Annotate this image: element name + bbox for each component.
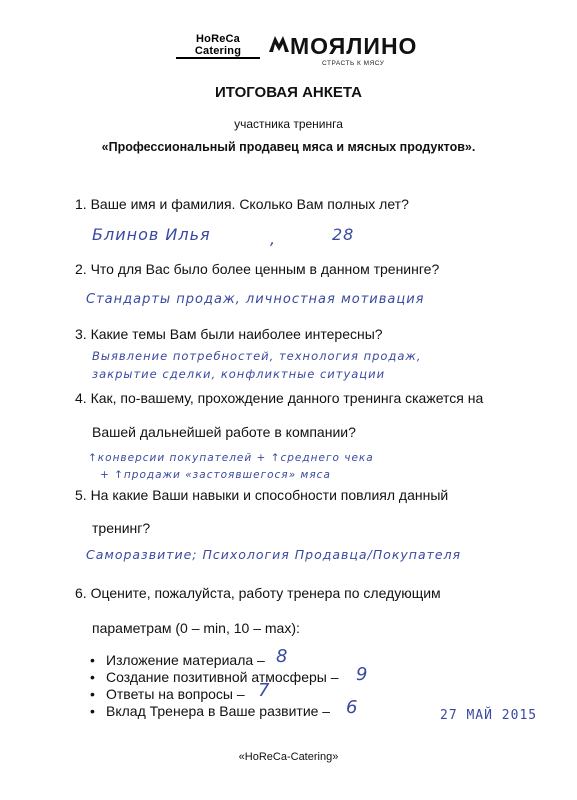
- question-4-line2: Вашей дальнейшей работе в компании?: [92, 424, 356, 440]
- rating-row: [90, 703, 330, 719]
- question-1: 1. Ваше имя и фамилия. Сколько Вам полных лет?: [75, 196, 409, 212]
- horeca-logo-text: HoReCa Catering: [176, 33, 260, 59]
- rating-score: 6: [346, 697, 358, 718]
- question-5-line1: 5. На какие Ваши навыки и способности повлиял данный: [75, 487, 449, 503]
- bullet-icon: •: [90, 686, 95, 702]
- rating-score: 9: [356, 664, 368, 685]
- question-6-line1: 6. Оцените, пожалуйста, работу тренера по следующим: [75, 585, 441, 601]
- rating-row: [90, 669, 339, 685]
- answer-3-line2: закрытие сделки, конфликтные ситуации: [92, 367, 386, 381]
- training-name: «Профессиональный продавец мяса и мясных продуктов».: [101, 140, 476, 154]
- answer-3-line1: Выявление потребностей, технология продаж,: [92, 349, 422, 363]
- moyalino-logo: [266, 30, 416, 70]
- rating-row: [90, 652, 265, 668]
- date-stamp: 27 МАЙ 2015: [440, 708, 538, 723]
- bullet-icon: •: [90, 652, 95, 668]
- moyalino-logo-text: МОЯЛИНО: [290, 33, 418, 59]
- answer-2: Стандарты продаж, личностная мотивация: [86, 292, 425, 307]
- question-2: 2. Что для Вас было более ценным в данном тренинге?: [75, 261, 440, 277]
- moyalino-emblem-icon: [266, 32, 292, 58]
- question-4-line1: 4. Как, по-вашему, прохождение данного тренинга скажется на: [75, 390, 484, 406]
- rating-row: [90, 686, 245, 702]
- answer-5: Саморазвитие; Психология Продавца/Покупателя: [86, 547, 462, 562]
- rating-label: Изложение материала –: [106, 652, 265, 668]
- rating-label: Вклад Тренера в Ваше развитие –: [106, 703, 331, 719]
- question-6-line2: параметрам (0 – min, 10 – max):: [92, 620, 300, 636]
- bullet-icon: •: [90, 703, 95, 719]
- answer-1-age: 28: [332, 225, 355, 244]
- page-subtitle: участника тренинга: [234, 117, 343, 131]
- bullet-icon: •: [90, 669, 95, 685]
- rating-label: Создание позитивной атмосферы –: [106, 669, 339, 685]
- answer-4-line1: ↑конверсии покупателей + ↑среднего чека: [88, 452, 374, 464]
- question-5-line2: тренинг?: [92, 520, 151, 536]
- rating-score: 8: [276, 646, 288, 667]
- answer-4-line2: + ↑продажи «застоявшегося» мяса: [100, 469, 331, 481]
- rating-score: 7: [258, 680, 270, 701]
- footer-text: «HoReCa-Catering»: [238, 751, 339, 763]
- rating-label: Ответы на вопросы –: [106, 686, 245, 702]
- page-title: ИТОГОВАЯ АНКЕТА: [215, 84, 362, 101]
- horeca-logo: [176, 33, 260, 63]
- answer-1-separator: ,: [270, 229, 277, 248]
- question-3: 3. Какие темы Вам были наиболее интересны?: [75, 326, 383, 342]
- answer-1-name: Блинов Илья: [92, 225, 211, 244]
- moyalino-tagline: СТРАСТЬ К МЯСУ: [322, 60, 385, 67]
